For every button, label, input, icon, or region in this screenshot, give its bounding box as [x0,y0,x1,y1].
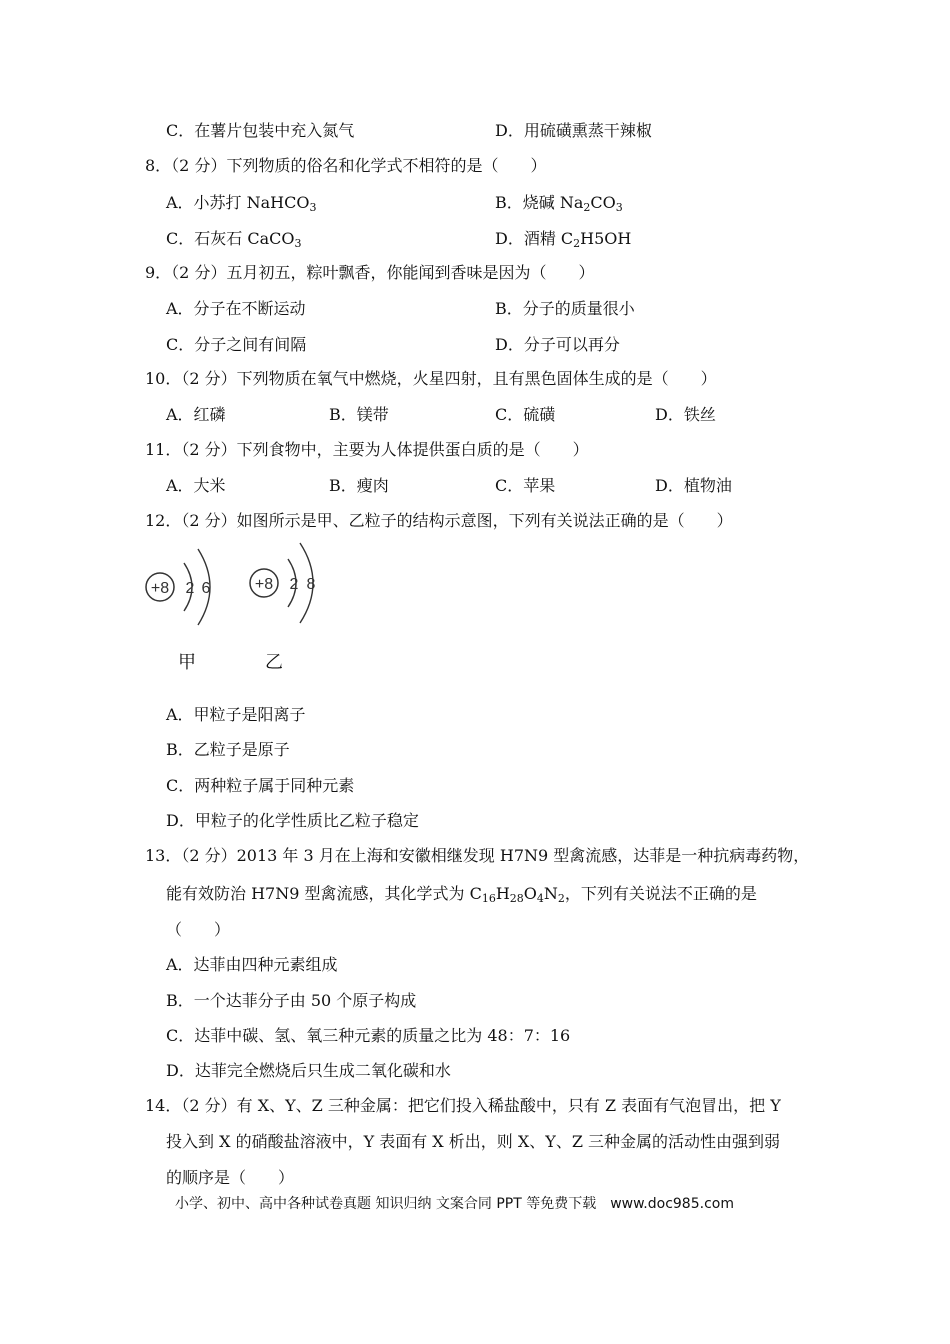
q11-option-d: D．植物油 [655,476,732,495]
q7-option-d: D．用硫磺熏蒸干辣椒 [495,121,652,140]
q11-option-a: A．大米 [166,476,226,495]
q13-option-d: D．达菲完全燃烧后只生成二氧化碳和水 [166,1061,451,1080]
q14-stem-line-2: 投入到 X 的硝酸盐溶液中，Y 表面有 X 析出，则 X、Y、Z 三种金属的活动性由强到弱 [166,1132,781,1151]
q14-stem-line-1: 14．（2 分）有 X、Y、Z 三种金属：把它们投入稀盐酸中，只有 Z 表面有气泡冒出，把 Y [145,1096,781,1115]
particle-jia-label: 甲 [178,652,196,673]
q8-option-d: D．酒精 $C_2H5OH$ [495,229,632,250]
particle-yi-label: 乙 [265,652,283,673]
q12-stem: 12．（2 分）如图所示是甲、乙粒子的结构示意图，下列有关说法正确的是（ ） [145,511,733,530]
q10-option-c: C．硫磺 [495,405,556,424]
q9-option-c: C．分子之间有间隔 [166,335,307,354]
q13-option-c: C．达菲中碳、氢、氧三种元素的质量之比为 48：7：16 [166,1026,571,1045]
q13-option-b: B．一个达菲分子由 50 个原子构成 [166,991,417,1010]
q10-option-d: D．铁丝 [655,405,716,424]
q12-option-c: C．两种粒子属于同种元素 [166,776,355,795]
particle-structure-diagram [140,535,340,635]
q9-option-d: D．分子可以再分 [495,335,620,354]
q14-stem-line-3: 的顺序是（ ） [166,1168,295,1187]
q11-option-b: B．瘦肉 [329,476,389,495]
particle-yi-diagram [250,543,316,623]
q9-option-a: A．分子在不断运动 [166,299,306,318]
yi-shell-2-count: 8 [306,576,316,593]
q9-option-b: B．分子的质量很小 [495,299,635,318]
q10-option-b: B．镁带 [329,405,389,424]
q10-stem: 10．（2 分）下列物质在氧气中燃烧，火星四射，且有黑色固体生成的是（ ） [145,369,717,388]
q12-option-b: B．乙粒子是原子 [166,740,290,759]
yi-nucleus-charge: +8 [254,576,274,593]
jia-shell-1-count: 2 [185,580,195,597]
q13-stem-line-2: 能有效防治 H7N9 型禽流感，其化学式为 $C_{16}H_{28}O_4N_2$，下列有关说法不正确的是 [166,884,757,905]
q10-option-a: A．红磷 [166,405,226,424]
q8-option-b: B．烧碱 $Na_2CO_3$ [495,193,623,214]
q7-option-c: C．在薯片包装中充入氮气 [166,121,355,140]
q9-stem: 9．（2 分）五月初五，粽叶飘香，你能闻到香味是因为（ ） [145,263,595,282]
yi-shell-1-count: 2 [289,576,299,593]
q8-option-c: C．石灰石 CaCO$_3$ [166,229,302,250]
q12-option-a: A．甲粒子是阳离子 [166,705,306,724]
jia-shell-2-count: 6 [201,580,211,597]
q13-option-a: A．达菲由四种元素组成 [166,955,338,974]
q11-stem: 11．（2 分）下列食物中，主要为人体提供蛋白质的是（ ） [145,440,589,459]
q13-stem-line-1: 13．（2 分）2013 年 3 月在上海和安徽相继发现 H7N9 型禽流感，达菲是一种抗病毒药物， [145,846,810,865]
jia-nucleus-charge: +8 [150,580,170,597]
q12-option-d: D．甲粒子的化学性质比乙粒子稳定 [166,811,419,830]
page-footer: 小学、初中、高中各种试卷真题 知识归纳 文案合同 PPT 等免费下载 www.doc985.com [175,1196,734,1212]
q13-stem-line-3: （ ） [166,920,231,939]
q11-option-c: C．苹果 [495,476,556,495]
q8-option-a: A．小苏打 NaHCO$_3$ [166,193,317,214]
particle-jia-diagram [146,549,211,625]
q8-stem: 8．（2 分）下列物质的俗名和化学式不相符的是（ ） [145,156,547,175]
